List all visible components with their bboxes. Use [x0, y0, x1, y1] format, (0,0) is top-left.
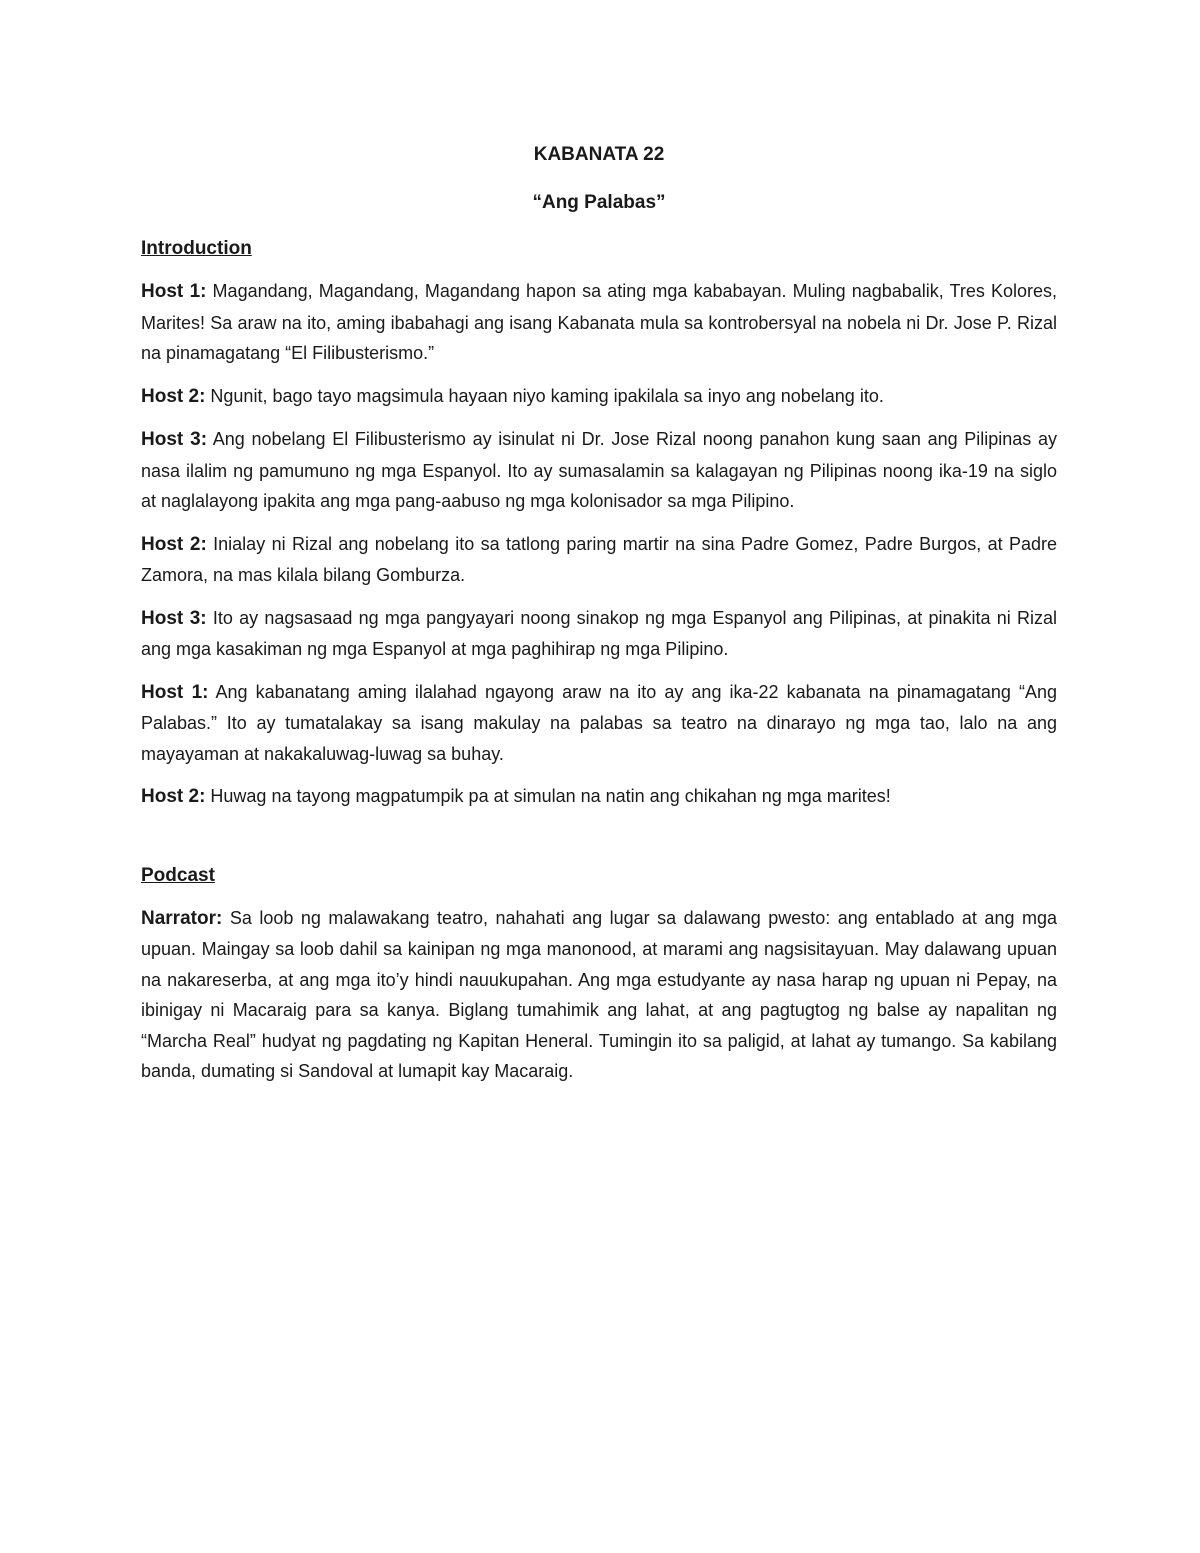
dialogue-paragraph	[141, 781, 1057, 813]
dialogue-text: Ito ay nagsasaad ng mga pangyayari noong sinakop ng mga Espanyol ang Pilipinas, at pinakita ni Rizal ang mga kasakiman ng mga Espanyol at mga paghihirap ng mga Pilipino.	[141, 607, 1057, 659]
dialogue-text: Huwag na tayong magpatumpik pa at simulan na natin ang chikahan ng mga marites!	[205, 786, 891, 806]
speaker-label: Host 1:	[141, 281, 207, 302]
dialogue-paragraph	[141, 381, 1057, 413]
document-page	[141, 138, 1057, 1099]
dialogue-text: Inialay ni Rizal ang nobelang ito sa tatlong paring martir na sina Padre Gomez, Padre Burgos, at Padre Zamora, na mas kilala bilang Gomburza.	[141, 533, 1057, 585]
dialogue-text: Ang nobelang El Filibusterismo ay isinulat ni Dr. Jose Rizal noong panahon kung saan ang Pilipinas ay nasa ilalim ng pamumuno ng mga Espanyol. Ito ay sumasalamin sa kalagayan ng Pilipinas noong ika-19 na siglo at naglalayong ipakita ang mga pang-aabuso ng mga kolonisador sa mga Pilipino.	[141, 429, 1057, 511]
introduction-section	[141, 234, 1057, 813]
narration-text: Sa loob ng malawakang teatro, nahahati ang lugar sa dalawang pwesto: ang entablado at ang mga upuan. Maingay sa loob dahil sa kainipan ng mga manonood, at marami ang nagsisitayuan. May dalawang upuan na nakareserba, at ang mga ito’y hindi nauukupahan. Ang mga estudyante ay nasa harap ng upuan ni Pepay, na ibinigay ni Macaraig para sa kanya. Biglang tumahimik ang lahat, at ang pagtugtog ng balse ay napalitan ng “Marcha Real” hudyat ng pagdating ng Kapitan Heneral. Tumingin ito sa paligid, at lahat ay tumango. Sa kabilang banda, dumating si Sandoval at lumapit kay Macaraig.	[141, 907, 1057, 1081]
speaker-label: Host 3:	[141, 429, 208, 450]
speaker-label: Narrator:	[141, 907, 223, 929]
speaker-label: Host 1:	[141, 681, 209, 703]
dialogue-paragraph	[141, 603, 1057, 665]
narration-paragraph	[141, 903, 1057, 1087]
speaker-label: Host 2:	[141, 533, 207, 555]
chapter-title: KABANATA 22	[533, 144, 665, 165]
dialogue-text: Ngunit, bago tayo magsimula hayaan niyo kaming ipakilala sa inyo ang nobelang ito.	[205, 385, 884, 406]
section-spacer	[141, 825, 1057, 861]
section-heading-podcast: Podcast	[141, 864, 215, 886]
dialogue-paragraph	[141, 529, 1057, 591]
dialogue-text: Magandang, Magandang, Magandang hapon sa ating mga kababayan. Muling nagbabalik, Tres Kolores, Marites! Sa araw na ito, aming ibabahagi ang isang Kabanata mula sa kontrobersyal na nobela ni Dr. Jose P. Rizal na pinamagatang “El Filibusterismo.”	[141, 281, 1057, 363]
chapter-subtitle: “Ang Palabas”	[532, 192, 666, 213]
dialogue-paragraph	[141, 424, 1057, 517]
speaker-label: Host 2:	[141, 385, 206, 407]
dialogue-paragraph	[141, 677, 1057, 770]
speaker-label: Host 2:	[141, 786, 206, 807]
speaker-label: Host 3:	[141, 607, 207, 629]
dialogue-paragraph	[141, 276, 1057, 369]
dialogue-text: Ang kabanatang aming ilalahad ngayong araw na ito ay ang ika-22 kabanata na pinamagatang “Ang Palabas.” Ito ay tumatalakay sa isang makulay na palabas sa teatro na dinarayo ng mga tao, lalo na ang mayayaman at nakakaluwag-luwag sa buhay.	[141, 681, 1057, 764]
podcast-section	[141, 861, 1057, 1087]
section-heading-introduction: Introduction	[141, 238, 252, 259]
